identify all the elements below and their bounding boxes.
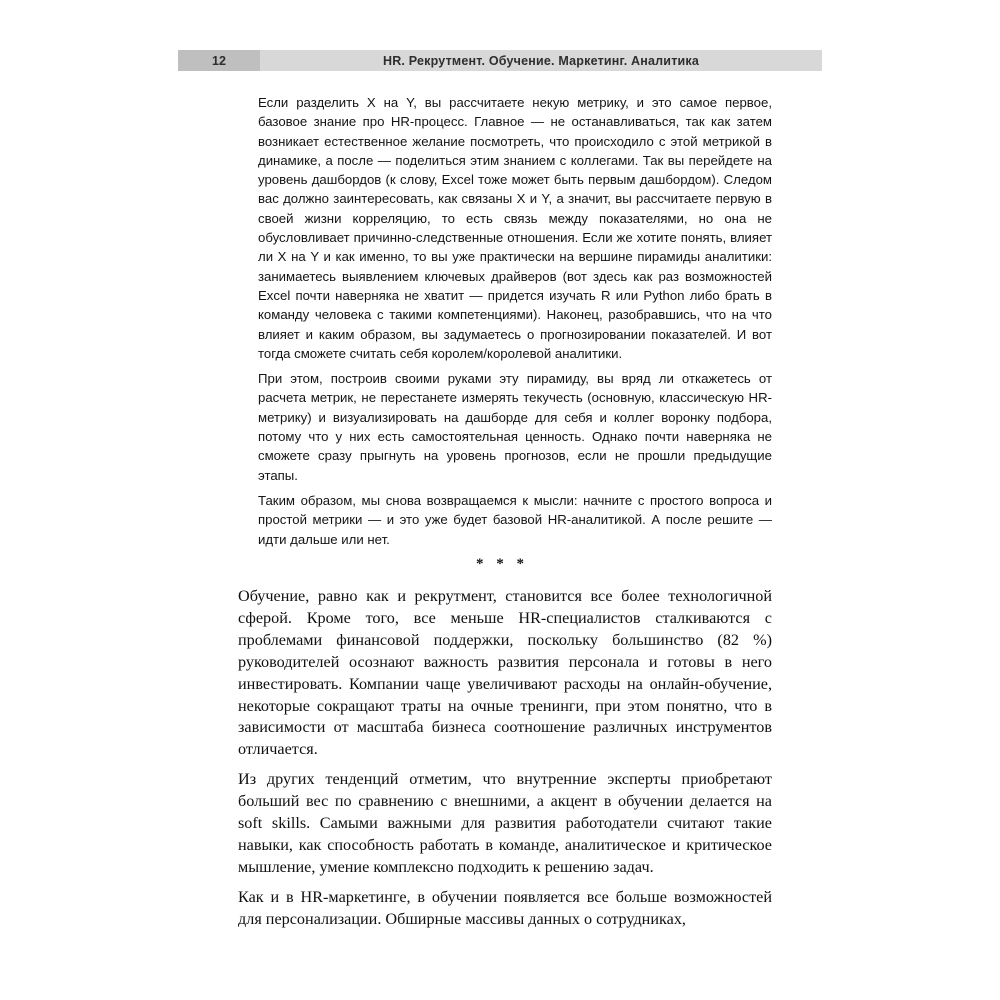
excerpt-paragraph-1: Если разделить X на Y, вы рассчитаете некую метрику, и это самое первое, базовое знание про HR-процесс. Главное — не останавливаться, так как затем возникает естественное желание посмотреть, что происходило с этой метрикой в динамике, а после — поделиться этим знанием с коллегами. Так вы перейдете на уровень дашбордов (к слову, Excel тоже может быть первым дашбордом). Следом вас должно заинтересовать, как связаны X и Y, а значит, вы рассчитаете первую в своей жизни корреляцию, то есть связь между показателями, но она не обусловливает причинно-следственные отношения. Если же хотите понять, влияет ли X на Y и как именно, то вы уже практически на вершине пирамиды аналитики: занимаетесь выявлением ключевых драйверов (вот здесь как раз возможностей Excel почти наверняка не хватит — придется изучать R или Python либо брать в команду человека с такими компетенциями). Наконец, разобравшись, что на что влияет и каким образом, вы задумаетесь о прогнозировании показателей. И вот тогда сможете считать себя королем/королевой аналитики. (258, 95, 772, 361)
running-header (178, 50, 822, 71)
excerpt-block (258, 93, 772, 555)
excerpt-paragraph-2: При этом, построив своими руками эту пирамиду, вы вряд ли откажетесь от расчета метрик, не перестанете измерять текучесть (основную, классическую HR-метрику) и визуализировать на дашборде для себя и коллег воронку подбора, потому что у них есть самостоятельная ценность. Однако почти наверняка не сможете сразу прыгнуть на уровень прогнозов, если не прошли предыдущие этапы. (258, 371, 772, 483)
excerpt-paragraph-3: Таким образом, мы снова возвращаемся к мысли: начните с простого вопроса и простой метрики — и это уже будет базовой HR-аналитикой. А после решите — идти дальше или нет. (258, 492, 772, 547)
body-paragraph-1: Обучение, равно как и рекрутмент, становится все более технологичной сферой. Кроме того, все меньше HR-специалистов сталкиваются с проблемами финансовой поддержки, поскольку большинство (82 %) руководителей осознают важность развития персонала и готовы в него инвестировать. Компании чаще увеличивают расходы на онлайн-обучение, некоторые сокращают траты на очные тренинги, при этом понятно, что в зависимости от масштаба бизнеса соотношение различных инструментов отличается. (238, 587, 772, 759)
page-number: 12 (178, 50, 260, 71)
body-paragraph-3: Как и в HR-маркетинге, в обучении появляется все больше возможностей для персонализации. Обширные массивы данных о сотрудниках, (238, 887, 772, 928)
running-title: HR. Рекрутмент. Обучение. Маркетинг. Аналитика (382, 53, 700, 68)
body-text-block (238, 586, 772, 939)
body-paragraph-2: Из других тенденций отметим, что внутренние эксперты приобретают больший вес по сравнению с внешними, а акцент в обучении делается на soft skills. Самыми важными для развития работодатели считают такие навыки, как способность работать в команде, аналитическое и критическое мышление, умение комплексно подходить к решению задач. (238, 770, 772, 876)
asterisk-separator: * * * (476, 556, 524, 572)
